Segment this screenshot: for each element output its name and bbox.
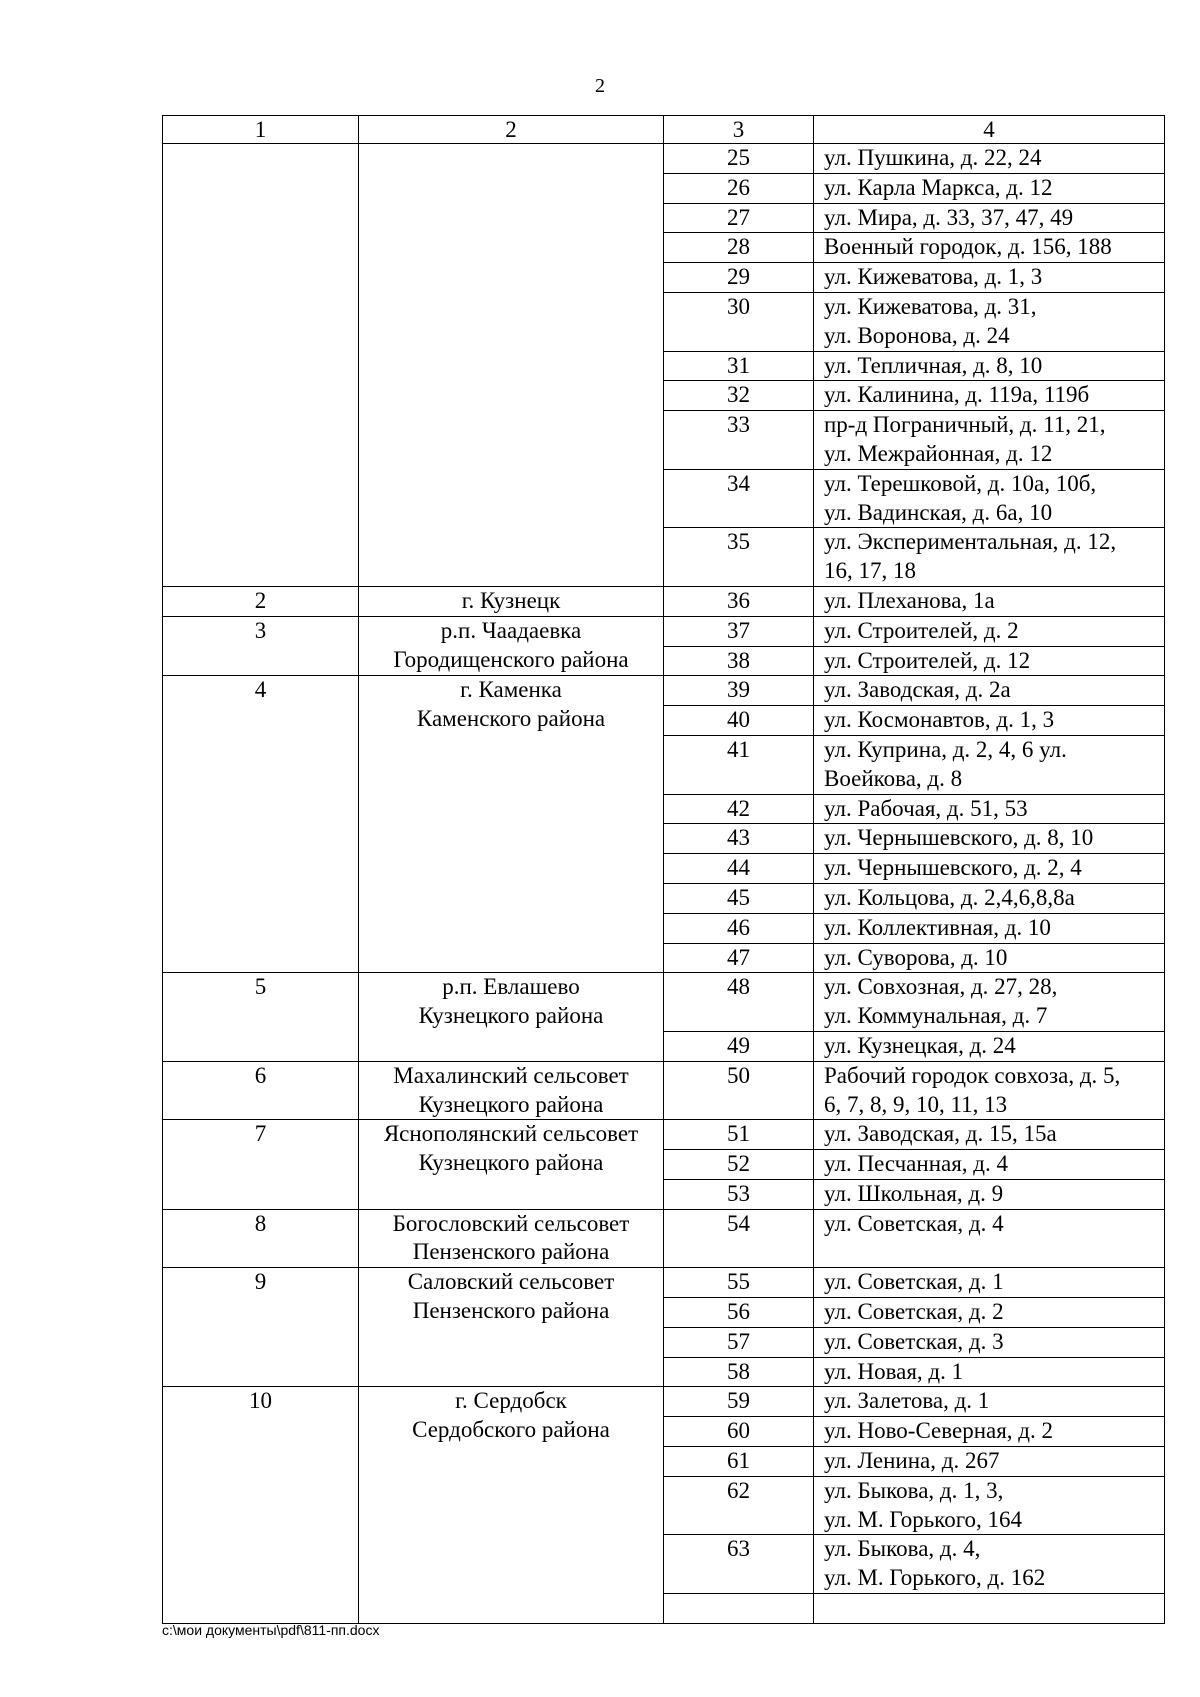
settlement-cell <box>359 1209 664 1268</box>
settlement-line: Саловский сельсовет <box>407 1269 615 1295</box>
address-cell <box>814 1535 1165 1594</box>
address-cell <box>814 469 1165 528</box>
address-line: ул. Советская, д. 4 <box>824 1210 1004 1236</box>
station-number-cell: 56 <box>664 1298 814 1328</box>
address-line: ул. Быкова, д. 1, 3, <box>824 1477 1004 1503</box>
address-line: ул. Кузнецкая, д. 24 <box>824 1032 1016 1058</box>
address-line: Воейкова, д. 8 <box>824 765 963 791</box>
station-number-cell: 25 <box>664 144 814 174</box>
address-cell <box>814 1476 1165 1535</box>
settlement-line: Городищенского района <box>393 646 629 672</box>
address-line: ул. Строителей, д. 2 <box>824 617 1019 643</box>
settlement-line: Яснополянский сельсовет <box>383 1121 639 1147</box>
station-number-cell: 40 <box>664 706 814 736</box>
address-cell <box>814 1268 1165 1298</box>
station-number-cell: 37 <box>664 616 814 646</box>
station-number-cell: 59 <box>664 1387 814 1417</box>
address-line: ул. Суворова, д. 10 <box>824 944 1008 970</box>
station-number-cell: 33 <box>664 411 814 470</box>
station-number-cell: 48 <box>664 973 814 1032</box>
address-cell <box>814 203 1165 233</box>
settlement-line: Махалинский сельсовет <box>393 1062 629 1088</box>
addresses-table <box>162 115 1165 1624</box>
station-number-cell: 63 <box>664 1535 814 1594</box>
address-line: ул. М. Горького, д. 162 <box>824 1565 1046 1591</box>
group-number-cell: 3 <box>163 616 359 676</box>
address-line: Рабочий городок совхоза, д. 5, <box>824 1062 1121 1088</box>
address-cell <box>814 794 1165 824</box>
settlement-cell <box>359 616 664 676</box>
page-number: 2 <box>595 75 605 97</box>
settlement-line: р.п. Евлашево <box>442 974 580 1000</box>
address-line: ул. Карла Маркса, д. 12 <box>824 174 1053 200</box>
address-line: ул. Совхозная, д. 27, 28, <box>824 974 1058 1000</box>
address-line: 6, 7, 8, 9, 10, 11, 13 <box>824 1091 1008 1117</box>
station-number-cell: 60 <box>664 1417 814 1447</box>
address-line: ул. Строителей, д. 12 <box>824 647 1031 673</box>
settlement-cell <box>359 1120 664 1209</box>
address-line: ул. Космонавтов, д. 1, 3 <box>824 707 1055 733</box>
address-line: ул. Кижеватова, д. 31, <box>824 293 1037 319</box>
group-number-cell: 6 <box>163 1061 359 1120</box>
address-line: ул. Куприна, д. 2, 4, 6 ул. <box>824 736 1067 762</box>
address-cell <box>814 411 1165 470</box>
address-line: ул. Мира, д. 33, 37, 47, 49 <box>824 204 1074 230</box>
address-cell <box>814 1357 1165 1387</box>
station-number-cell: 44 <box>664 854 814 884</box>
address-line: ул. Советская, д. 2 <box>824 1299 1004 1325</box>
station-number-cell: 41 <box>664 735 814 794</box>
address-line: ул. М. Горького, 164 <box>824 1506 1023 1532</box>
header-cell: 3 <box>664 116 814 144</box>
settlement-cell <box>359 1268 664 1387</box>
address-cell <box>814 854 1165 884</box>
settlement-cell <box>359 586 664 616</box>
address-line: ул. Быкова, д. 4, <box>824 1536 981 1562</box>
group-number-cell: 9 <box>163 1268 359 1387</box>
settlement-cell <box>359 1387 664 1623</box>
address-cell <box>814 824 1165 854</box>
settlement-line: г. Кузнецк <box>461 587 561 613</box>
station-number-cell: 51 <box>664 1120 814 1150</box>
address-cell <box>814 586 1165 616</box>
station-number-cell: 47 <box>664 943 814 973</box>
address-line: ул. Коллективная, д. 10 <box>824 914 1051 940</box>
address-line: ул. Коммунальная, д. 7 <box>824 1003 1048 1029</box>
group-number-cell: 10 <box>163 1387 359 1623</box>
address-line <box>824 1594 1164 1623</box>
address-line: ул. Тепличная, д. 8, 10 <box>824 352 1043 378</box>
address-cell <box>814 1031 1165 1061</box>
address-line: пр-д Пограничный, д. 11, 21, <box>824 412 1106 438</box>
station-number-cell: 35 <box>664 528 814 587</box>
station-number-cell: 32 <box>664 381 814 411</box>
address-line: ул. Рабочая, д. 51, 53 <box>824 795 1028 821</box>
address-cell <box>814 528 1165 587</box>
address-cell <box>814 351 1165 381</box>
settlement-line: г. Сердобск <box>455 1388 567 1414</box>
settlement-cell <box>359 973 664 1061</box>
address-cell <box>814 1327 1165 1357</box>
address-cell <box>814 144 1165 174</box>
settlement-line: р.п. Чаадаевка <box>440 617 582 643</box>
address-line: 16, 17, 18 <box>824 558 916 584</box>
station-number-cell: 62 <box>664 1476 814 1535</box>
settlement-line: Кузнецкого района <box>418 1150 604 1176</box>
address-cell <box>814 913 1165 943</box>
station-number-cell: 30 <box>664 292 814 351</box>
header-cell: 1 <box>163 116 359 144</box>
address-cell <box>814 973 1165 1032</box>
settlement-cell <box>359 676 664 973</box>
address-line: ул. Кольцова, д. 2,4,6,8,8а <box>824 884 1075 910</box>
group-number-cell <box>163 144 359 587</box>
group-number-cell: 4 <box>163 676 359 973</box>
address-line: ул. Ленина, д. 267 <box>824 1448 1000 1474</box>
station-number-cell: 36 <box>664 586 814 616</box>
address-cell <box>814 381 1165 411</box>
address-cell <box>814 292 1165 351</box>
address-cell <box>814 646 1165 676</box>
address-line: ул. Ново-Северная, д. 2 <box>824 1418 1054 1444</box>
station-number-cell: 28 <box>664 233 814 263</box>
station-number-cell: 50 <box>664 1061 814 1120</box>
address-cell <box>814 1447 1165 1477</box>
station-number-cell: 31 <box>664 351 814 381</box>
settlement-cell <box>359 1061 664 1120</box>
address-line: ул. Школьная, д. 9 <box>824 1180 1004 1206</box>
table-row <box>163 1120 1165 1150</box>
address-line: ул. Песчанная, д. 4 <box>824 1151 1008 1177</box>
table-row <box>163 144 1165 174</box>
settlement-line: Каменского района <box>416 706 606 732</box>
address-cell <box>814 263 1165 293</box>
station-number-cell: 27 <box>664 203 814 233</box>
station-number-cell: 54 <box>664 1209 814 1268</box>
table-row <box>163 973 1165 1032</box>
station-number-cell: 46 <box>664 913 814 943</box>
address-cell <box>814 1298 1165 1328</box>
address-line <box>824 1238 1164 1267</box>
station-number-cell: 45 <box>664 883 814 913</box>
address-cell <box>814 1150 1165 1180</box>
station-number-cell: 57 <box>664 1327 814 1357</box>
table-row <box>163 616 1165 646</box>
address-cell <box>814 233 1165 263</box>
address-line: ул. Залетова, д. 1 <box>824 1388 990 1414</box>
table-header-row <box>163 116 1165 144</box>
station-number-cell: 34 <box>664 469 814 528</box>
address-cell <box>814 616 1165 646</box>
station-number-cell: 49 <box>664 1031 814 1061</box>
address-cell <box>814 706 1165 736</box>
address-cell <box>814 1120 1165 1150</box>
settlement-line: Пензенского района <box>412 1239 610 1265</box>
header-cell: 4 <box>814 116 1165 144</box>
file-path-footer: c:\мои документы\pdf\811-пп.docx <box>162 1622 380 1638</box>
address-line: ул. Чернышевского, д. 8, 10 <box>824 825 1094 851</box>
address-cell <box>814 173 1165 203</box>
settlement-line: Пензенского района <box>412 1298 610 1324</box>
station-number-cell: 42 <box>664 794 814 824</box>
address-line: Военный городок, д. 156, 188 <box>824 234 1112 260</box>
group-number-cell: 7 <box>163 1120 359 1209</box>
address-cell <box>814 735 1165 794</box>
address-line: ул. Кижеватова, д. 1, 3 <box>824 264 1043 290</box>
address-cell <box>814 1594 1165 1624</box>
settlement-line: Кузнецкого района <box>418 1091 604 1117</box>
station-number-cell: 61 <box>664 1447 814 1477</box>
station-number-cell: 53 <box>664 1179 814 1209</box>
table-row <box>163 1209 1165 1268</box>
address-cell <box>814 1209 1165 1268</box>
table-row <box>163 1387 1165 1417</box>
address-line: ул. Советская, д. 3 <box>824 1328 1004 1354</box>
table-row <box>163 676 1165 706</box>
address-line: ул. Заводская, д. 2а <box>824 677 1011 703</box>
address-line: ул. Терешковой, д. 10а, 10б, <box>824 470 1097 496</box>
address-cell <box>814 1417 1165 1447</box>
header-cell: 2 <box>359 116 664 144</box>
address-cell <box>814 943 1165 973</box>
table-row <box>163 1061 1165 1120</box>
settlement-line: Богословский сельсовет <box>392 1210 630 1236</box>
station-number-cell: 52 <box>664 1150 814 1180</box>
group-number-cell: 8 <box>163 1209 359 1268</box>
address-cell <box>814 883 1165 913</box>
station-number-cell: 55 <box>664 1268 814 1298</box>
station-number-cell: 43 <box>664 824 814 854</box>
address-cell <box>814 676 1165 706</box>
address-line: ул. Чернышевского, д. 2, 4 <box>824 855 1082 881</box>
station-number-cell <box>664 1594 814 1624</box>
group-number-cell: 5 <box>163 973 359 1061</box>
address-cell <box>814 1179 1165 1209</box>
table-row <box>163 1268 1165 1298</box>
station-number-cell: 26 <box>664 173 814 203</box>
settlement-cell <box>359 144 664 587</box>
address-line: ул. Советская, д. 1 <box>824 1269 1004 1295</box>
station-number-cell: 29 <box>664 263 814 293</box>
address-line: ул. Калинина, д. 119а, 119б <box>824 382 1090 408</box>
address-cell <box>814 1061 1165 1120</box>
station-number-cell: 58 <box>664 1357 814 1387</box>
settlement-line: Сердобского района <box>412 1417 610 1443</box>
address-cell <box>814 1387 1165 1417</box>
address-line: ул. Плеханова, 1а <box>824 587 995 613</box>
station-number-cell: 39 <box>664 676 814 706</box>
address-line: ул. Пушкина, д. 22, 24 <box>824 145 1042 170</box>
address-line: ул. Заводская, д. 15, 15а <box>824 1121 1057 1147</box>
address-line: ул. Экспериментальная, д. 12, <box>824 529 1117 555</box>
table-row <box>163 586 1165 616</box>
settlement-line: г. Каменка <box>460 677 562 703</box>
address-line: ул. Вадинская, д. 6а, 10 <box>824 499 1053 525</box>
station-number-cell: 38 <box>664 646 814 676</box>
group-number-cell: 2 <box>163 586 359 616</box>
settlement-line: Кузнецкого района <box>418 1003 604 1029</box>
address-line: ул. Воронова, д. 24 <box>824 322 1010 348</box>
address-line: ул. Новая, д. 1 <box>824 1358 964 1384</box>
address-line: ул. Межрайонная, д. 12 <box>824 440 1053 466</box>
